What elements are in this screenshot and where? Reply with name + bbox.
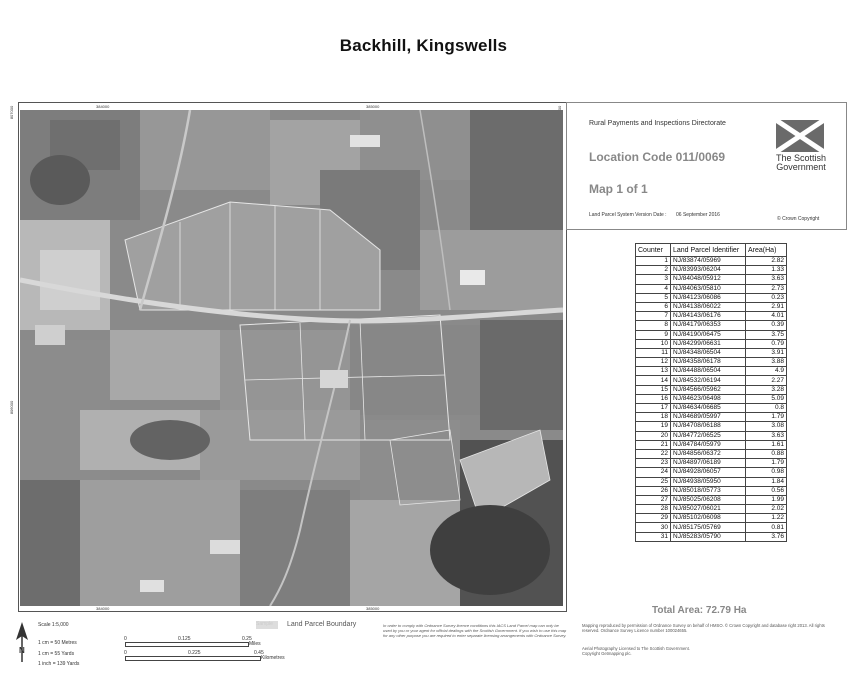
row-counter: 26 bbox=[636, 486, 671, 495]
table-row bbox=[636, 348, 787, 357]
row-counter: 4 bbox=[636, 284, 671, 293]
government-logo-text bbox=[770, 154, 832, 172]
row-area: 0.81 bbox=[746, 523, 787, 532]
row-counter: 15 bbox=[636, 385, 671, 394]
miles-tick-0: 0 bbox=[124, 636, 127, 642]
km-tick-1: 0.225 bbox=[188, 650, 201, 656]
table-row bbox=[636, 477, 787, 486]
row-parcel-id: NJ/84048/05912 bbox=[671, 275, 746, 284]
row-counter: 11 bbox=[636, 348, 671, 357]
row-parcel-id: NJ/84772/06525 bbox=[671, 431, 746, 440]
row-parcel-id: NJ/84634/06685 bbox=[671, 404, 746, 413]
row-parcel-id: NJ/84190/06475 bbox=[671, 330, 746, 339]
row-counter: 20 bbox=[636, 431, 671, 440]
gov-line-2: Government bbox=[776, 162, 826, 172]
row-parcel-id: NJ/84856/06372 bbox=[671, 449, 746, 458]
row-counter: 22 bbox=[636, 449, 671, 458]
table-row bbox=[636, 330, 787, 339]
boundary-swatch: Sample bbox=[256, 621, 278, 629]
row-counter: 21 bbox=[636, 440, 671, 449]
table-row bbox=[636, 293, 787, 302]
page-title: Backhill, Kingswells bbox=[339, 36, 508, 55]
row-parcel-id: NJ/84938/05950 bbox=[671, 477, 746, 486]
location-code: Location Code 011/0069 bbox=[589, 150, 726, 164]
unit-metres: 1 cm = 50 Metres bbox=[38, 640, 77, 646]
table-row bbox=[636, 394, 787, 403]
table-row bbox=[636, 505, 787, 514]
km-tick-0: 0 bbox=[124, 650, 127, 656]
aerial-licence bbox=[582, 646, 837, 656]
unit-yards: 1 cm = 55 Yards bbox=[38, 651, 75, 657]
table-row bbox=[636, 257, 787, 266]
mapping-rights: Mapping reproduced by permission of Ordnance Survey on behalf of HMSO. © Crown Copyright and database right 2013. All rights reserved. Ordnance Survey Licence number 100024655. bbox=[582, 623, 825, 633]
row-area: 0.8 bbox=[746, 404, 787, 413]
row-area: 3.08 bbox=[746, 422, 787, 431]
row-counter: 9 bbox=[636, 330, 671, 339]
row-parcel-id: NJ/84689/05997 bbox=[671, 413, 746, 422]
row-parcel-id: NJ/83874/05969 bbox=[671, 257, 746, 266]
km-scale-bar bbox=[125, 656, 261, 661]
row-parcel-id: NJ/84138/06022 bbox=[671, 302, 746, 311]
row-parcel-id: NJ/85283/05790 bbox=[671, 532, 746, 541]
row-area: 0.23 bbox=[746, 293, 787, 302]
row-counter: 28 bbox=[636, 505, 671, 514]
table-row bbox=[636, 302, 787, 311]
table-row bbox=[636, 486, 787, 495]
row-counter: 12 bbox=[636, 358, 671, 367]
row-parcel-id: NJ/85027/06021 bbox=[671, 505, 746, 514]
row-parcel-id: NJ/84143/06176 bbox=[671, 312, 746, 321]
row-counter: 3 bbox=[636, 275, 671, 284]
table-row bbox=[636, 449, 787, 458]
row-area: 3.63 bbox=[746, 275, 787, 284]
row-area: 2.73 bbox=[746, 284, 787, 293]
row-counter: 13 bbox=[636, 367, 671, 376]
lps-version-label: Land Parcel System Version Date : bbox=[589, 212, 667, 218]
row-counter: 1 bbox=[636, 257, 671, 266]
ordnance-disclaimer: In order to comply with Ordnance Survey licence conditions this IACS Land Parcel map can only be used by you or your agent for official dealings with the Scottish Government. If you wish to use this map for any other purpose you are required to enter separate licensing arrangements with Ordnance Survey. bbox=[383, 623, 567, 638]
row-counter: 24 bbox=[636, 468, 671, 477]
row-parcel-id: NJ/84299/06631 bbox=[671, 339, 746, 348]
unit-inch: 1 inch = 139 Yards bbox=[38, 661, 80, 667]
tick-bottom-left: 384000 bbox=[96, 606, 110, 611]
row-counter: 29 bbox=[636, 514, 671, 523]
row-area: 1.79 bbox=[746, 459, 787, 468]
row-area: 0.79 bbox=[746, 339, 787, 348]
row-area: 2.91 bbox=[746, 302, 787, 311]
row-area: 3.75 bbox=[746, 330, 787, 339]
miles-tick-2: 0.25 bbox=[242, 636, 252, 642]
table-row bbox=[636, 468, 787, 477]
tick-top-right: 385000 bbox=[366, 104, 380, 109]
row-area: 2.27 bbox=[746, 376, 787, 385]
km-label: Kilometres bbox=[261, 655, 285, 661]
row-area: 0.56 bbox=[746, 486, 787, 495]
row-area: 1.22 bbox=[746, 514, 787, 523]
row-parcel-id: NJ/84348/06504 bbox=[671, 348, 746, 357]
row-parcel-id: NJ/84708/06188 bbox=[671, 422, 746, 431]
header-parcel-id: Land Parcel Identifier bbox=[671, 244, 746, 257]
row-area: 4.01 bbox=[746, 312, 787, 321]
row-area: 3.63 bbox=[746, 431, 787, 440]
row-parcel-id: NJ/84566/05962 bbox=[671, 385, 746, 394]
row-area: 4.9 bbox=[746, 367, 787, 376]
north-label: N bbox=[19, 646, 25, 655]
row-area: 0.98 bbox=[746, 468, 787, 477]
header-area: Area(Ha) bbox=[746, 244, 787, 257]
table-row bbox=[636, 495, 787, 504]
row-counter: 23 bbox=[636, 459, 671, 468]
table-row bbox=[636, 312, 787, 321]
table-row bbox=[636, 284, 787, 293]
table-row bbox=[636, 404, 787, 413]
table-row bbox=[636, 376, 787, 385]
miles-tick-1: 0.125 bbox=[178, 636, 191, 642]
saltire-flag-icon bbox=[772, 118, 828, 158]
row-area: 1.79 bbox=[746, 413, 787, 422]
row-area: 1.84 bbox=[746, 477, 787, 486]
table-row bbox=[636, 514, 787, 523]
map-number: Map 1 of 1 bbox=[589, 182, 648, 196]
north-arrow-icon bbox=[14, 620, 30, 664]
row-area: 1.99 bbox=[746, 495, 787, 504]
table-row bbox=[636, 532, 787, 541]
miles-scale-bar bbox=[125, 642, 249, 647]
row-counter: 31 bbox=[636, 532, 671, 541]
tick-left-top: 807000 bbox=[9, 105, 15, 120]
crown-copyright: © Crown Copyright bbox=[777, 216, 820, 222]
table-row bbox=[636, 275, 787, 284]
row-counter: 5 bbox=[636, 293, 671, 302]
directorate-name: Rural Payments and Inspections Directorate bbox=[589, 120, 726, 127]
aerial-map[interactable] bbox=[20, 110, 563, 606]
row-counter: 18 bbox=[636, 413, 671, 422]
row-parcel-id: NJ/85025/06208 bbox=[671, 495, 746, 504]
table-row bbox=[636, 367, 787, 376]
row-counter: 17 bbox=[636, 404, 671, 413]
table-row bbox=[636, 422, 787, 431]
row-area: 2.02 bbox=[746, 505, 787, 514]
row-counter: 7 bbox=[636, 312, 671, 321]
row-parcel-id: NJ/84358/06178 bbox=[671, 358, 746, 367]
row-area: 1.61 bbox=[746, 440, 787, 449]
table-row bbox=[636, 385, 787, 394]
total-area: Total Area: 72.79 Ha bbox=[652, 605, 747, 616]
row-counter: 25 bbox=[636, 477, 671, 486]
header-counter: Counter bbox=[636, 244, 671, 257]
table-row bbox=[636, 358, 787, 367]
row-counter: 19 bbox=[636, 422, 671, 431]
gov-line-1: The Scottish bbox=[775, 153, 827, 163]
table-row bbox=[636, 266, 787, 275]
tick-bottom-right: 385000 bbox=[366, 606, 380, 611]
table-row bbox=[636, 413, 787, 422]
parcel-table-body bbox=[636, 257, 787, 542]
table-row bbox=[636, 523, 787, 532]
aerial-line-2: Copyright Getmapping plc. bbox=[582, 651, 632, 656]
boundary-label: Land Parcel Boundary bbox=[287, 621, 357, 628]
row-parcel-id: NJ/84897/06189 bbox=[671, 459, 746, 468]
row-counter: 14 bbox=[636, 376, 671, 385]
aerial-map-image bbox=[20, 110, 563, 606]
row-counter: 6 bbox=[636, 302, 671, 311]
row-parcel-id: NJ/85102/06098 bbox=[671, 514, 746, 523]
table-row bbox=[636, 431, 787, 440]
row-area: 3.76 bbox=[746, 532, 787, 541]
row-area: 0.88 bbox=[746, 449, 787, 458]
row-parcel-id: NJ/84784/05979 bbox=[671, 440, 746, 449]
row-parcel-id: NJ/84623/06498 bbox=[671, 394, 746, 403]
row-parcel-id: NJ/85175/05769 bbox=[671, 523, 746, 532]
aerial-line-1: Aerial Photography Licensed to The Scottish Government. bbox=[582, 646, 690, 651]
row-parcel-id: NJ/85018/05773 bbox=[671, 486, 746, 495]
row-counter: 27 bbox=[636, 495, 671, 504]
row-area: 5.09 bbox=[746, 394, 787, 403]
row-area: 3.28 bbox=[746, 385, 787, 394]
row-counter: 10 bbox=[636, 339, 671, 348]
row-area: 3.91 bbox=[746, 348, 787, 357]
table-row bbox=[636, 339, 787, 348]
row-parcel-id: NJ/84928/06057 bbox=[671, 468, 746, 477]
table-row bbox=[636, 459, 787, 468]
row-parcel-id: NJ/83993/06204 bbox=[671, 266, 746, 275]
scale-label: Scale 1:5,000 bbox=[38, 622, 69, 628]
miles-label: Miles bbox=[249, 641, 261, 647]
row-counter: 8 bbox=[636, 321, 671, 330]
table-row bbox=[636, 321, 787, 330]
tick-top-left: 384000 bbox=[96, 104, 110, 109]
row-parcel-id: NJ/84179/06353 bbox=[671, 321, 746, 330]
row-counter: 2 bbox=[636, 266, 671, 275]
parcel-table bbox=[635, 243, 787, 542]
lps-version-date: 06 September 2016 bbox=[676, 212, 720, 218]
row-area: 0.39 bbox=[746, 321, 787, 330]
tick-left-mid: 806000 bbox=[9, 400, 15, 415]
table-row bbox=[636, 440, 787, 449]
row-area: 1.33 bbox=[746, 266, 787, 275]
row-counter: 30 bbox=[636, 523, 671, 532]
row-area: 2.82 bbox=[746, 257, 787, 266]
row-area: 3.88 bbox=[746, 358, 787, 367]
row-parcel-id: NJ/84123/06086 bbox=[671, 293, 746, 302]
row-counter: 16 bbox=[636, 394, 671, 403]
km-tick-2: 0.45 bbox=[254, 650, 264, 656]
row-parcel-id: NJ/84532/06194 bbox=[671, 376, 746, 385]
row-parcel-id: NJ/84488/06504 bbox=[671, 367, 746, 376]
row-parcel-id: NJ/84063/05810 bbox=[671, 284, 746, 293]
